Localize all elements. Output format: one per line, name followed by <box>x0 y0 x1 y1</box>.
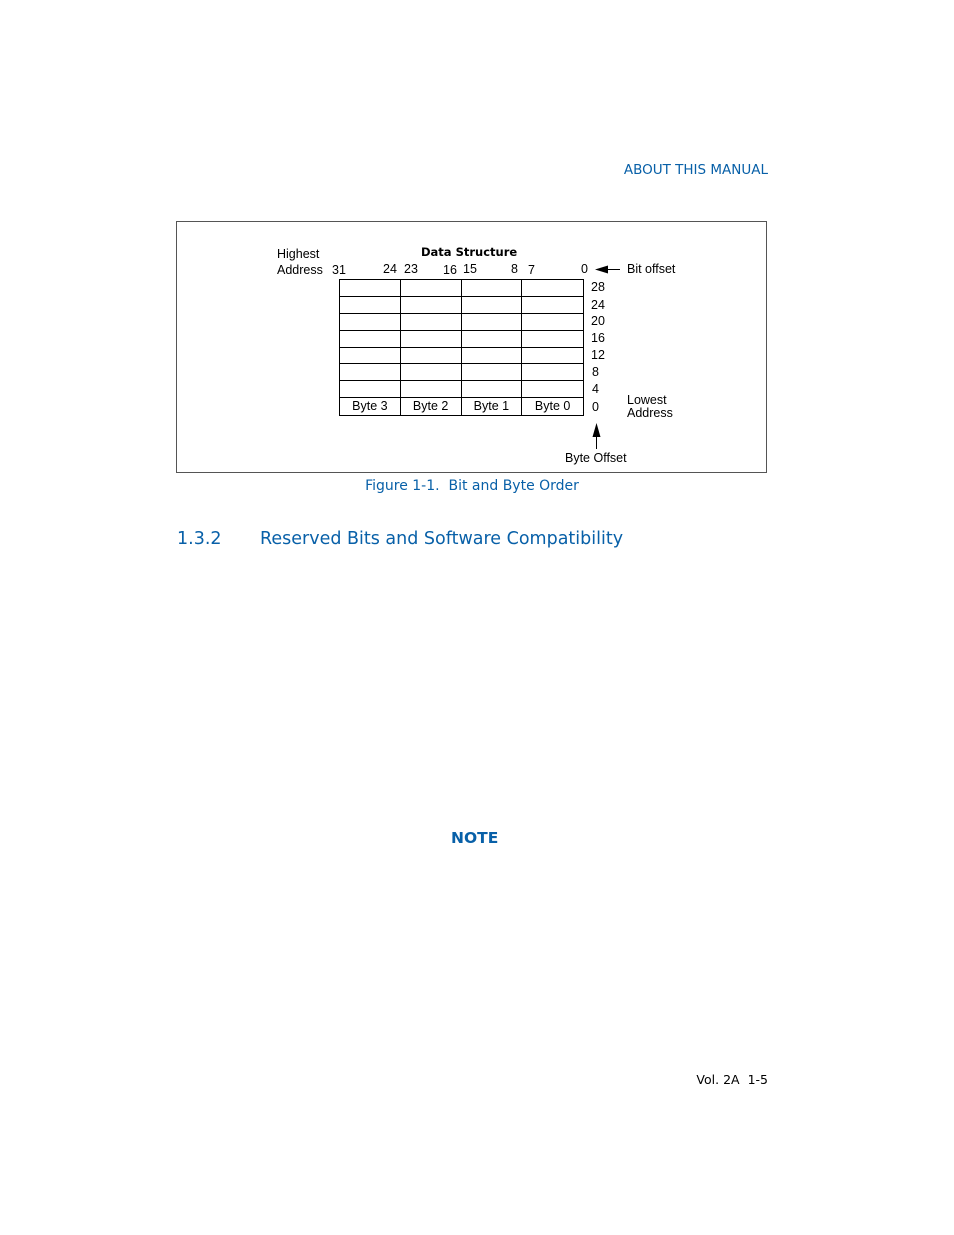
section-heading <box>177 529 623 549</box>
byte-offset-16: 16 <box>591 331 605 345</box>
section-title: Reserved Bits and Software Compatibility <box>260 529 624 549</box>
grid-cell <box>401 297 462 314</box>
byte-offset-4: 4 <box>592 382 599 396</box>
byte-offset-8: 8 <box>592 365 599 379</box>
grid-cell <box>401 331 462 348</box>
bit-number-31: 31 <box>332 263 346 277</box>
byte-offset-0: 0 <box>592 400 599 414</box>
note-heading: NOTE <box>451 829 499 847</box>
bit-number-0: 0 <box>581 262 588 276</box>
grid-cell <box>522 381 583 398</box>
grid-cell <box>462 348 523 365</box>
byte-2-cell: Byte 2 <box>401 398 462 415</box>
grid-cell <box>401 381 462 398</box>
lowest-address-label-line1: Lowest <box>627 393 667 407</box>
grid-cell <box>522 348 583 365</box>
grid-cell <box>462 331 523 348</box>
byte-0-cell: Byte 0 <box>534 399 571 414</box>
memory-grid <box>339 279 584 416</box>
figure-title: Data Structure <box>421 245 518 259</box>
grid-cell <box>522 331 583 348</box>
bit-number-15: 15 <box>463 262 477 276</box>
grid-cell <box>340 348 401 365</box>
grid-cell <box>340 364 401 381</box>
footer-volume: Vol. 2A <box>696 1072 740 1087</box>
highest-address-label-line2: Address <box>277 263 323 277</box>
bit-number-8: 8 <box>511 262 518 276</box>
grid-cell <box>462 381 523 398</box>
grid-cell <box>462 280 523 297</box>
byte-offset-label: Byte Offset <box>565 451 627 465</box>
grid-cell <box>522 364 583 381</box>
byte-offset-24: 24 <box>591 298 605 312</box>
byte-offset-28: 28 <box>591 280 605 294</box>
grid-cell <box>340 280 401 297</box>
grid-cell <box>340 381 401 398</box>
grid-cell <box>462 364 523 381</box>
bit-number-7: 7 <box>528 263 535 277</box>
bit-number-16: 16 <box>443 263 457 277</box>
byte-1-cell: Byte 1 <box>462 398 523 415</box>
grid-cell <box>401 364 462 381</box>
grid-cell <box>340 314 401 331</box>
figure-caption: Figure 1-1. Bit and Byte Order <box>365 478 579 494</box>
page-footer <box>696 1072 768 1087</box>
grid-cell <box>522 297 583 314</box>
byte-3-cell: Byte 3 <box>340 398 401 415</box>
bit-number-24: 24 <box>383 262 397 276</box>
highest-address-label-line1: Highest <box>277 247 320 261</box>
byte-offset-20: 20 <box>591 314 605 328</box>
grid-cell <box>340 297 401 314</box>
grid-cell <box>522 314 583 331</box>
grid-cell <box>401 348 462 365</box>
byte-offset-12: 12 <box>591 348 605 362</box>
grid-cell <box>462 297 523 314</box>
grid-cell <box>522 280 583 297</box>
lowest-address-label-line2: Address <box>627 406 673 420</box>
grid-cell <box>401 280 462 297</box>
bit-number-23: 23 <box>404 262 418 276</box>
grid-cell <box>340 331 401 348</box>
grid-cell <box>401 314 462 331</box>
bit-offset-label: Bit offset <box>627 262 676 276</box>
grid-cell <box>462 314 523 331</box>
running-header: ABOUT THIS MANUAL <box>623 162 768 178</box>
footer-page-number: 1-5 <box>747 1072 768 1087</box>
section-number: 1.3.2 <box>177 529 222 549</box>
